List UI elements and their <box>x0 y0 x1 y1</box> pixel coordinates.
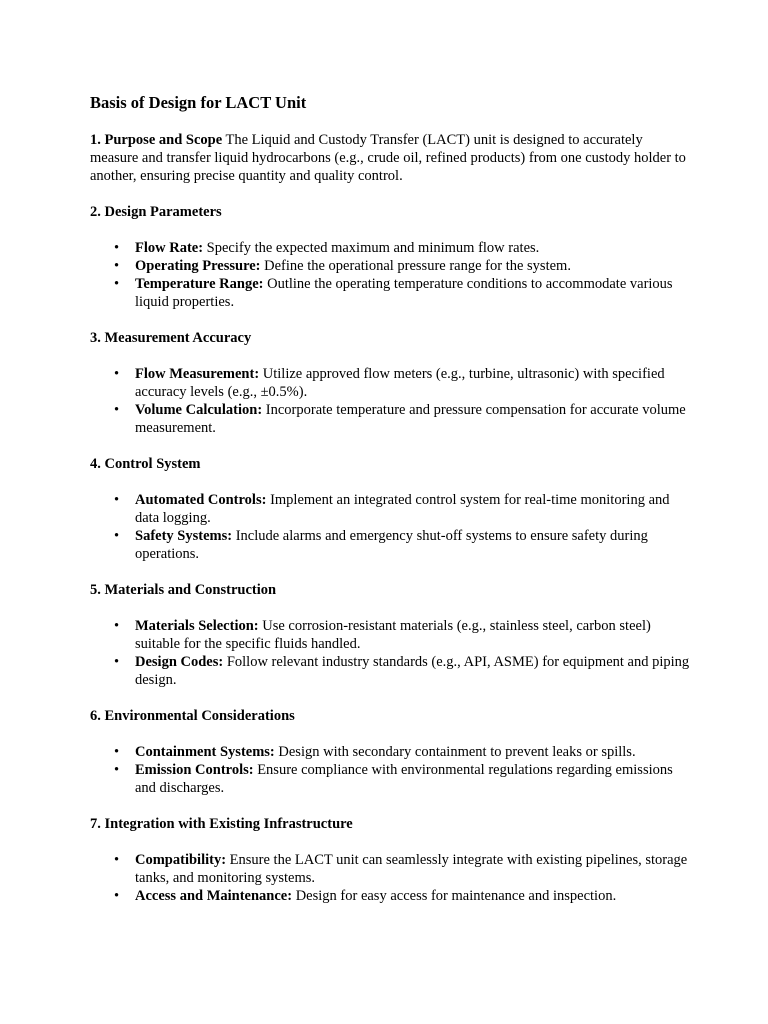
list-item <box>90 491 690 527</box>
item-label: Operating Pressure: <box>135 258 261 274</box>
item-label: Flow Measurement: <box>135 366 260 382</box>
bullet-icon: • <box>114 618 120 634</box>
item-label: Safety Systems: <box>135 528 233 544</box>
item-text: Specify the expected maximum and minimum flow rates. <box>203 240 540 256</box>
list-item <box>90 527 690 563</box>
bullet-list <box>90 617 690 689</box>
bullet-icon: • <box>114 852 120 868</box>
item-text: Utilize approved flow meters (e.g., turbine, ultrasonic) with specified accuracy levels (e.g., ±0.5%). <box>135 366 665 400</box>
section-heading: 2. Design Parameters <box>90 204 222 220</box>
document-page <box>90 93 690 923</box>
bullet-icon: • <box>114 654 120 670</box>
section-heading: 7. Integration with Existing Infrastructure <box>90 816 353 832</box>
list-item <box>90 257 690 275</box>
bullet-icon: • <box>114 240 120 256</box>
item-text: Ensure compliance with environmental regulations regarding emissions and discharges. <box>135 762 673 796</box>
bullet-icon: • <box>114 492 120 508</box>
item-label: Emission Controls: <box>135 762 254 778</box>
bullet-icon: • <box>114 402 120 418</box>
item-label: Materials Selection: <box>135 618 259 634</box>
bullet-list <box>90 491 690 563</box>
section-heading: 6. Environmental Considerations <box>90 708 295 724</box>
bullet-icon: • <box>114 528 120 544</box>
list-item <box>90 887 690 905</box>
bullet-icon: • <box>114 762 120 778</box>
section-heading: 5. Materials and Construction <box>90 582 277 598</box>
bullet-list <box>90 743 690 797</box>
list-item <box>90 275 690 311</box>
bullet-list <box>90 239 690 311</box>
item-text: Design with secondary containment to prevent leaks or spills. <box>274 744 636 760</box>
intro-heading: 1. Purpose and Scope <box>90 132 223 148</box>
item-text: Outline the operating temperature conditions to accommodate various liquid properties. <box>135 276 673 310</box>
section-heading: 4. Control System <box>90 456 201 472</box>
list-item <box>90 239 690 257</box>
item-label: Flow Rate: <box>135 240 204 256</box>
bullet-list <box>90 365 690 437</box>
item-text: Ensure the LACT unit can seamlessly integrate with existing pipelines, storage tanks, and monitoring systems. <box>135 852 688 886</box>
list-item <box>90 365 690 401</box>
list-item <box>90 743 690 761</box>
item-label: Automated Controls: <box>135 492 267 508</box>
item-text: Design for easy access for maintenance and inspection. <box>292 888 617 904</box>
item-text: Follow relevant industry standards (e.g., API, ASME) for equipment and piping design. <box>135 654 690 688</box>
list-item <box>90 617 690 653</box>
item-text: Define the operational pressure range for the system. <box>260 258 571 274</box>
intro-paragraph <box>90 131 690 185</box>
bullet-icon: • <box>114 276 120 292</box>
list-item <box>90 401 690 437</box>
item-label: Containment Systems: <box>135 744 275 760</box>
list-item <box>90 761 690 797</box>
bullet-icon: • <box>114 366 120 382</box>
bullet-list <box>90 851 690 905</box>
list-item <box>90 653 690 689</box>
item-text: Implement an integrated control system for real-time monitoring and data logging. <box>135 492 670 526</box>
section-heading: 3. Measurement Accuracy <box>90 330 252 346</box>
bullet-icon: • <box>114 888 120 904</box>
document-title: Basis of Design for LACT Unit <box>90 93 307 112</box>
item-text: Include alarms and emergency shut-off systems to ensure safety during operations. <box>135 528 648 562</box>
intro-text: The Liquid and Custody Transfer (LACT) unit is designed to accurately measure and transfer liquid hydrocarbons (e.g., crude oil, refined products) from one custody holder to another, ensuring precise quantity and quality control. <box>90 132 686 184</box>
bullet-icon: • <box>114 744 120 760</box>
item-label: Volume Calculation: <box>135 402 263 418</box>
item-label: Compatibility: <box>135 852 227 868</box>
bullet-icon: • <box>114 258 120 274</box>
item-label: Design Codes: <box>135 654 224 670</box>
item-label: Temperature Range: <box>135 276 264 292</box>
list-item <box>90 851 690 887</box>
item-label: Access and Maintenance: <box>135 888 293 904</box>
item-text: Incorporate temperature and pressure compensation for accurate volume measurement. <box>135 402 686 436</box>
item-text: Use corrosion-resistant materials (e.g., stainless steel, carbon steel) suitable for the specific fluids handled. <box>135 618 651 652</box>
